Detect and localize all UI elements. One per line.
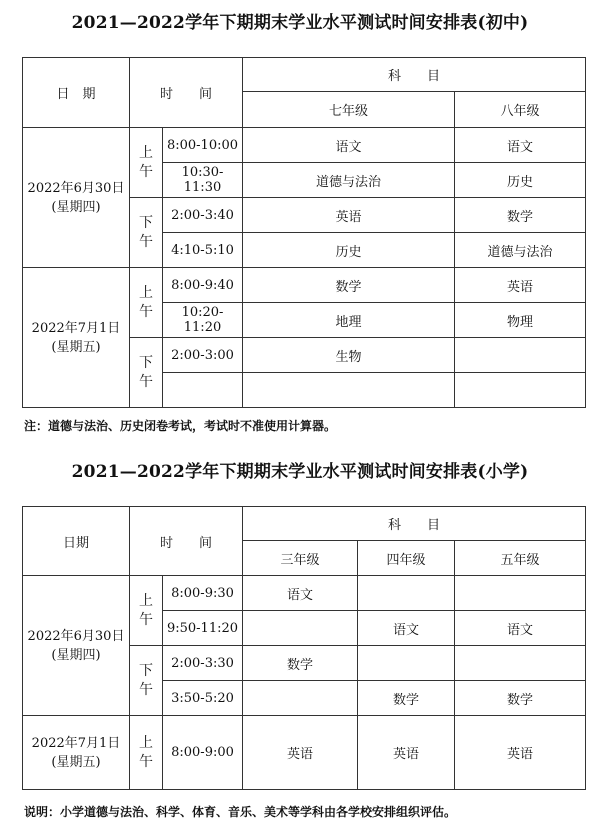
grade8-cell: 物理	[455, 303, 586, 338]
am-text: 上午	[139, 144, 153, 180]
header-subjects: 科 目	[243, 58, 586, 92]
day2-date: 2022年7月1日	[31, 320, 121, 336]
pm-text: 下午	[139, 354, 153, 390]
day1-date-cell	[23, 576, 130, 716]
grade7-cell: 数学	[243, 268, 455, 303]
grade4-cell: 英语	[358, 716, 455, 790]
day1-pm-label	[130, 198, 163, 268]
grade8-cell	[455, 373, 586, 408]
header-grade3: 三年级	[243, 541, 358, 576]
grade4-cell	[358, 576, 455, 611]
grade7-cell: 生物	[243, 338, 455, 373]
header-subjects: 科 目	[243, 507, 586, 541]
time-cell: 2:00-3:40	[163, 198, 243, 233]
primary-schedule-table	[22, 506, 586, 790]
time-cell: 2:00-3:30	[163, 646, 243, 681]
grade7-cell: 历史	[243, 233, 455, 268]
grade3-cell: 数学	[243, 646, 358, 681]
day1-date: 2022年6月30日	[27, 628, 125, 644]
grade8-cell: 英语	[455, 268, 586, 303]
day1-am-label	[130, 576, 163, 646]
grade7-cell: 语文	[243, 128, 455, 163]
header-grade7: 七年级	[243, 92, 455, 128]
time-cell: 2:00-3:00	[163, 338, 243, 373]
primary-title: 2021—2022学年下期期末学业水平测试时间安排表(小学)	[71, 462, 529, 482]
grade4-cell: 语文	[358, 611, 455, 646]
junior-note: 注：道德与法治、历史闭卷考试，考试时不准使用计算器。	[24, 419, 337, 433]
day2-date: 2022年7月1日	[31, 735, 121, 751]
junior-title: 2021—2022学年下期期末学业水平测试时间安排表(初中)	[71, 13, 529, 33]
grade8-cell: 语文	[455, 128, 586, 163]
grade3-cell	[243, 681, 358, 716]
day1-weekday: (星期四)	[51, 647, 101, 663]
grade5-cell: 英语	[455, 716, 586, 790]
grade4-cell: 数学	[358, 681, 455, 716]
header-grade4: 四年级	[358, 541, 455, 576]
header-time: 时 间	[130, 58, 243, 128]
grade5-cell: 数学	[455, 681, 586, 716]
grade3-cell: 英语	[243, 716, 358, 790]
day2-date-cell	[23, 268, 130, 408]
header-date: 日期	[23, 507, 130, 576]
grade7-cell: 英语	[243, 198, 455, 233]
grade3-cell: 语文	[243, 576, 358, 611]
grade7-cell	[243, 373, 455, 408]
am-text: 上午	[139, 734, 153, 770]
grade8-cell: 道德与法治	[455, 233, 586, 268]
grade5-cell: 语文	[455, 611, 586, 646]
grade8-cell	[455, 338, 586, 373]
day2-weekday: (星期五)	[51, 754, 101, 770]
header-time: 时 间	[130, 507, 243, 576]
grade7-cell: 地理	[243, 303, 455, 338]
primary-note: 说明：小学道德与法治、科学、体育、音乐、美术等学科由各学校安排组织评估。	[24, 805, 457, 819]
time-cell: 10:20-11:20	[163, 303, 243, 338]
day1-am-label	[130, 128, 163, 198]
header-date: 日 期	[23, 58, 130, 128]
grade7-cell: 道德与法治	[243, 163, 455, 198]
pm-text: 下午	[139, 662, 153, 698]
day1-date-cell	[23, 128, 130, 268]
junior-schedule-table	[22, 57, 586, 408]
day2-am-label	[130, 716, 163, 790]
day2-date-cell	[23, 716, 130, 790]
grade5-cell	[455, 576, 586, 611]
day2-pm-label	[130, 338, 163, 408]
day2-weekday: (星期五)	[51, 339, 101, 355]
day1-pm-label	[130, 646, 163, 716]
time-cell	[163, 373, 243, 408]
time-cell: 4:10-5:10	[163, 233, 243, 268]
header-grade5: 五年级	[455, 541, 586, 576]
time-cell: 8:00-9:40	[163, 268, 243, 303]
am-text: 上午	[139, 592, 153, 628]
time-cell: 8:00-9:00	[163, 716, 243, 790]
grade8-cell: 数学	[455, 198, 586, 233]
time-cell: 10:30-11:30	[163, 163, 243, 198]
time-cell: 8:00-10:00	[163, 128, 243, 163]
day1-date: 2022年6月30日	[27, 180, 125, 196]
pm-text: 下午	[139, 214, 153, 250]
day2-am-label	[130, 268, 163, 338]
grade8-cell: 历史	[455, 163, 586, 198]
am-text: 上午	[139, 284, 153, 320]
time-cell: 3:50-5:20	[163, 681, 243, 716]
grade5-cell	[455, 646, 586, 681]
day1-weekday: (星期四)	[51, 199, 101, 215]
grade3-cell	[243, 611, 358, 646]
header-grade8: 八年级	[455, 92, 586, 128]
time-cell: 8:00-9:30	[163, 576, 243, 611]
grade4-cell	[358, 646, 455, 681]
time-cell: 9:50-11:20	[163, 611, 243, 646]
